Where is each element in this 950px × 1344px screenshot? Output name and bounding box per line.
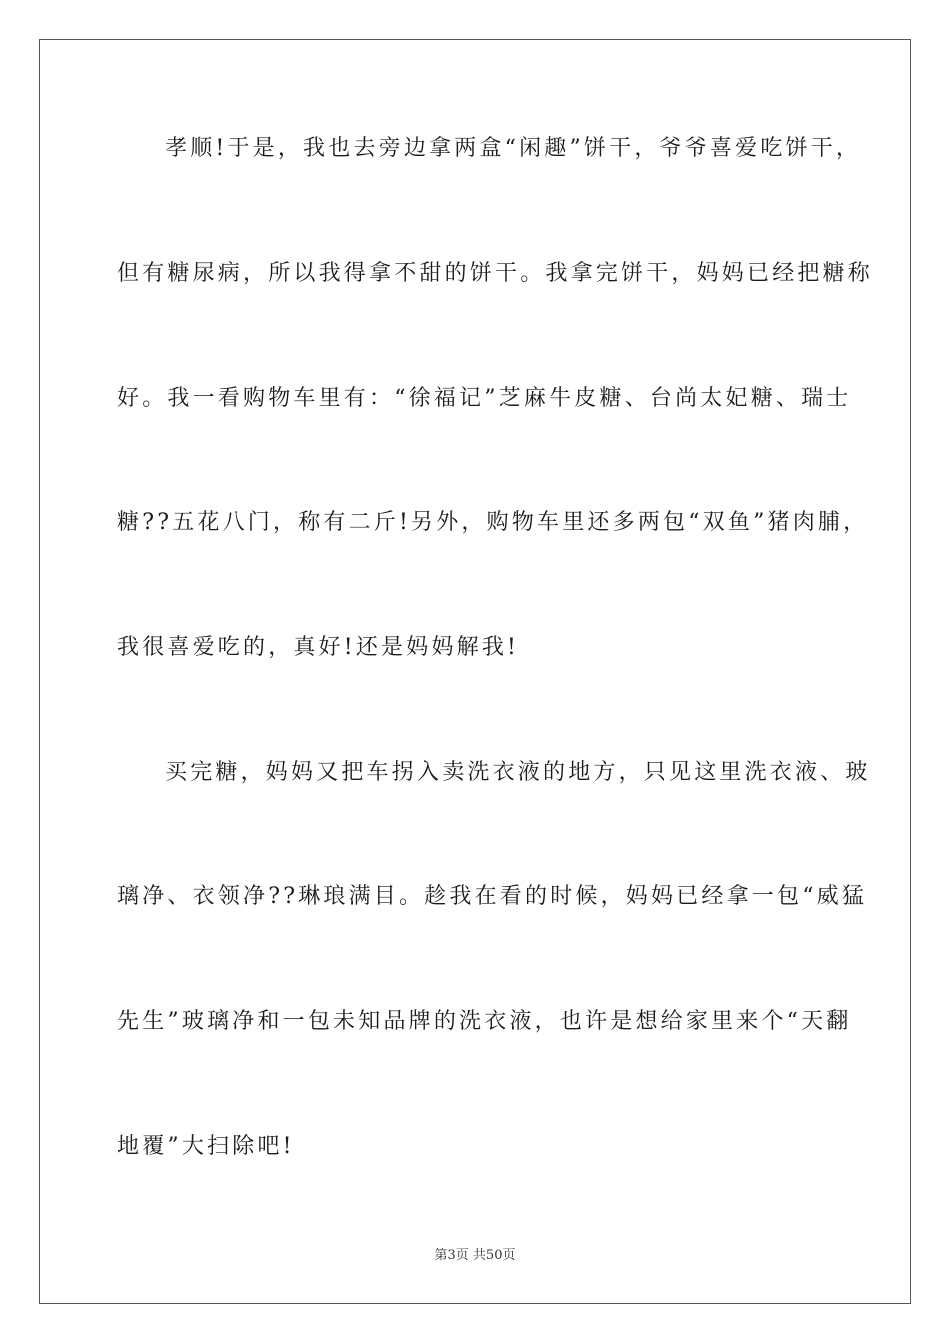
paragraph-1-line-4: 糖??五花八门，称有二斤!另外，购物车里还多两包“双鱼”猪肉脯， xyxy=(117,510,869,535)
page-frame xyxy=(39,39,911,1304)
paragraph-2-line-1: 买完糖，妈妈又把车拐入卖洗衣液的地方，只见这里洗衣液、玻 xyxy=(165,760,871,785)
paragraph-1-line-2: 但有糖尿病，所以我得拿不甜的饼干。我拿完饼干，妈妈已经把糖称 xyxy=(117,261,874,286)
paragraph-1-line-1: 孝顺!于是，我也去旁边拿两盒“闲趣”饼干，爷爷喜爱吃饼干， xyxy=(165,136,862,161)
paragraph-1-line-3: 好。我一看购物车里有：“徐福记”芝麻牛皮糖、台尚太妃糖、瑞士 xyxy=(117,386,852,411)
paragraph-2-line-2: 璃净、衣领净??琳琅满目。趁我在看的时候，妈妈已经拿一包“威猛 xyxy=(117,884,868,909)
paragraph-2-line-3: 先生”玻璃净和一包未知品牌的洗衣液，也许是想给家里来个“天翻 xyxy=(117,1009,852,1034)
paragraph-1-line-5: 我很喜爱吃的，真好!还是妈妈解我! xyxy=(117,635,520,660)
page-number-footer: 第3页 共50页 xyxy=(434,1248,516,1263)
paragraph-2-line-4: 地覆”大扫除吧! xyxy=(117,1134,295,1159)
